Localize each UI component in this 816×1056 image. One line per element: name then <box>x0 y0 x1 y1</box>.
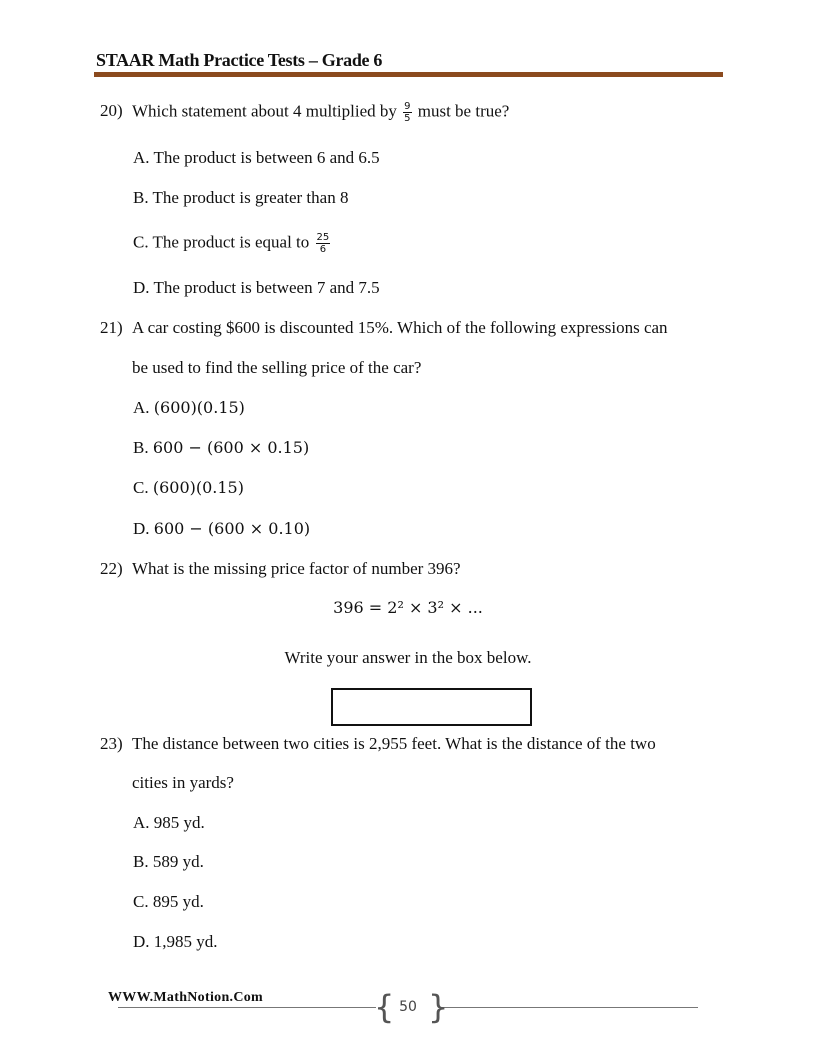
question-number: 22) <box>100 559 123 578</box>
option-label: B. <box>133 188 149 207</box>
option-label: A. <box>133 398 150 417</box>
page-header-title: STAAR Math Practice Tests – Grade 6 <box>96 50 383 70</box>
option-a[interactable] <box>133 148 380 168</box>
question-text: A car costing $600 is discounted 15%. Which of the following expressions can <box>132 318 668 337</box>
fraction-numerator: 9 <box>404 101 411 112</box>
option-c[interactable] <box>133 232 332 255</box>
option-text: The product is equal to <box>152 232 310 252</box>
option-label: B. <box>133 438 149 457</box>
question-number: 20) <box>100 101 123 120</box>
option-b[interactable] <box>133 438 309 458</box>
footer-website: WWW.MathNotion.Com <box>108 990 263 1005</box>
option-d[interactable] <box>133 278 380 298</box>
option-c[interactable] <box>133 478 244 498</box>
question-number: 21) <box>100 318 123 337</box>
fraction-denominator: 6 <box>319 244 327 255</box>
question-text-part: must be true? <box>417 101 510 121</box>
left-brace-icon: { <box>374 988 395 1026</box>
option-a[interactable] <box>133 398 245 418</box>
option-label: A. <box>133 148 150 167</box>
option-d[interactable] <box>133 932 218 952</box>
option-expression: (600)(0.15) <box>153 398 245 417</box>
option-text: The product is greater than 8 <box>152 188 349 207</box>
question-number: 23) <box>100 734 123 753</box>
option-label: C. <box>133 892 149 911</box>
option-label: C. <box>133 478 149 497</box>
option-expression: 600 − (600 × 0.15) <box>152 438 310 457</box>
option-b[interactable] <box>133 852 204 872</box>
option-expression: (600)(0.15) <box>152 478 244 497</box>
fraction-numerator: 25 <box>316 232 330 243</box>
option-expression: 600 − (600 × 0.10) <box>153 519 311 538</box>
option-text: 895 yd. <box>152 892 204 911</box>
header-rule <box>94 72 723 77</box>
option-label: A. <box>133 813 150 832</box>
right-brace-icon: } <box>428 988 449 1026</box>
page-number: 50 <box>399 999 417 1015</box>
answer-box[interactable] <box>331 688 532 726</box>
question-text-part: Which statement about 4 multiplied by <box>132 101 397 121</box>
fraction <box>316 232 331 255</box>
option-text: The product is between 6 and 6.5 <box>153 148 380 167</box>
option-label: D. <box>133 519 150 538</box>
option-c[interactable] <box>133 892 204 912</box>
question-text <box>132 101 509 124</box>
option-a[interactable] <box>133 813 205 833</box>
question-text: What is the missing price factor of number 396? <box>132 559 461 578</box>
question-text: The distance between two cities is 2,955 feet. What is the distance of the two <box>132 734 656 753</box>
option-label: C. <box>133 232 149 252</box>
option-label: B. <box>133 852 149 871</box>
option-label: D. <box>133 932 150 951</box>
footer-rule-left <box>118 1007 376 1008</box>
option-b[interactable] <box>133 188 348 208</box>
question-text-continued: cities in yards? <box>132 773 234 792</box>
fraction <box>403 101 411 124</box>
footer-rule-right <box>440 1007 698 1008</box>
equation: 396 = 2² × 3² × ... <box>333 598 483 617</box>
fraction-denominator: 5 <box>404 113 411 124</box>
option-text: 1,985 yd. <box>153 932 218 951</box>
option-text: 589 yd. <box>152 852 204 871</box>
question-text-continued: be used to find the selling price of the car? <box>132 358 422 377</box>
option-text: The product is between 7 and 7.5 <box>153 278 380 297</box>
answer-instruction: Write your answer in the box below. <box>284 648 532 667</box>
option-text: 985 yd. <box>153 813 205 832</box>
option-label: D. <box>133 278 150 297</box>
option-d[interactable] <box>133 519 310 539</box>
